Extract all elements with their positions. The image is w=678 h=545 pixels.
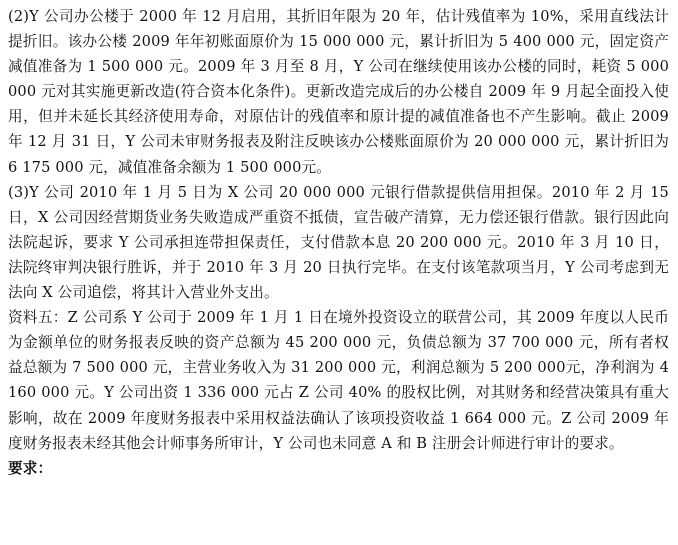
paragraph-material-five: 资料五：Z 公司系 Y 公司于 2009 年 1 月 1 日在境外投资设立的联营公司，其 2009 年度以人民币为金额单位的财务报表反映的资产总额为 45 200 000 元，负债总额为 37 700 000 元，所有者权益总额为 7 500 000 元，主营业务收入为 31 200 000 元，利润总额为 5 200 000元，净利润为 4 160 000 元。Y 公司出资 1 336 000 元占 Z 公司 40% 的股权比例，对其财务和经营决策具有重大影响，故在 2009 年度财务报表中采用权益法确认了该项投资收益 1 664 000 元。Z 公司 2009 年度财务报表未经其他会计师事务所审计，Y 公司也未同意 A 和 B 注册会计师进行审计的要求。: [8, 309, 669, 452]
paragraph-item-2-office-building: (2)Y 公司办公楼于 2000 年 12 月启用，其折旧年限为 20 年，估计残值率为 10%，采用直线法计提折旧。该办公楼 2009 年年初账面原价为 15 000 000 元，累计折旧为 5 400 000 元，固定资产减值准备为 1 500 000 元。2009 年 3 月至 8 月，Y 公司在继续使用该办公楼的同时，耗资 5 000 000 元对其实施更新改造(符合资本化条件)。更新改造完成后的办公楼自 2009 年 9 月起全面投入使用，但并未延长其经济使用寿命，对原估计的残值率和原计提的减值准备也不产生影响。截止 2009 年 12 月 31 日，Y 公司未审财务报表及附注反映该办公楼账面原价为 20 000 000 元，累计折旧为 6 175 000 元，减值准备余额为 1 500 000元。: [8, 8, 669, 176]
requirements-heading: 要求：: [8, 459, 53, 477]
paragraph-item-3-loan-guarantee: (3)Y 公司 2010 年 1 月 5 日为 X 公司 20 000 000 元银行借款提供信用担保。2010 年 2 月 15 日，X 公司因经营期货业务失败造成严重资不抵债，宣告破产清算，无力偿还银行借款。银行因此向法院起诉，要求 Y 公司承担连带担保责任，支付借款本息 20 200 000 元。2010 年 3 月 10 日，法院终审判决银行胜诉，并于 2010 年 3 月 20 日执行完毕。在支付该笔款项当月，Y 公司考虑到无法向 X 公司追偿，将其计入营业外支出。: [8, 183, 669, 302]
